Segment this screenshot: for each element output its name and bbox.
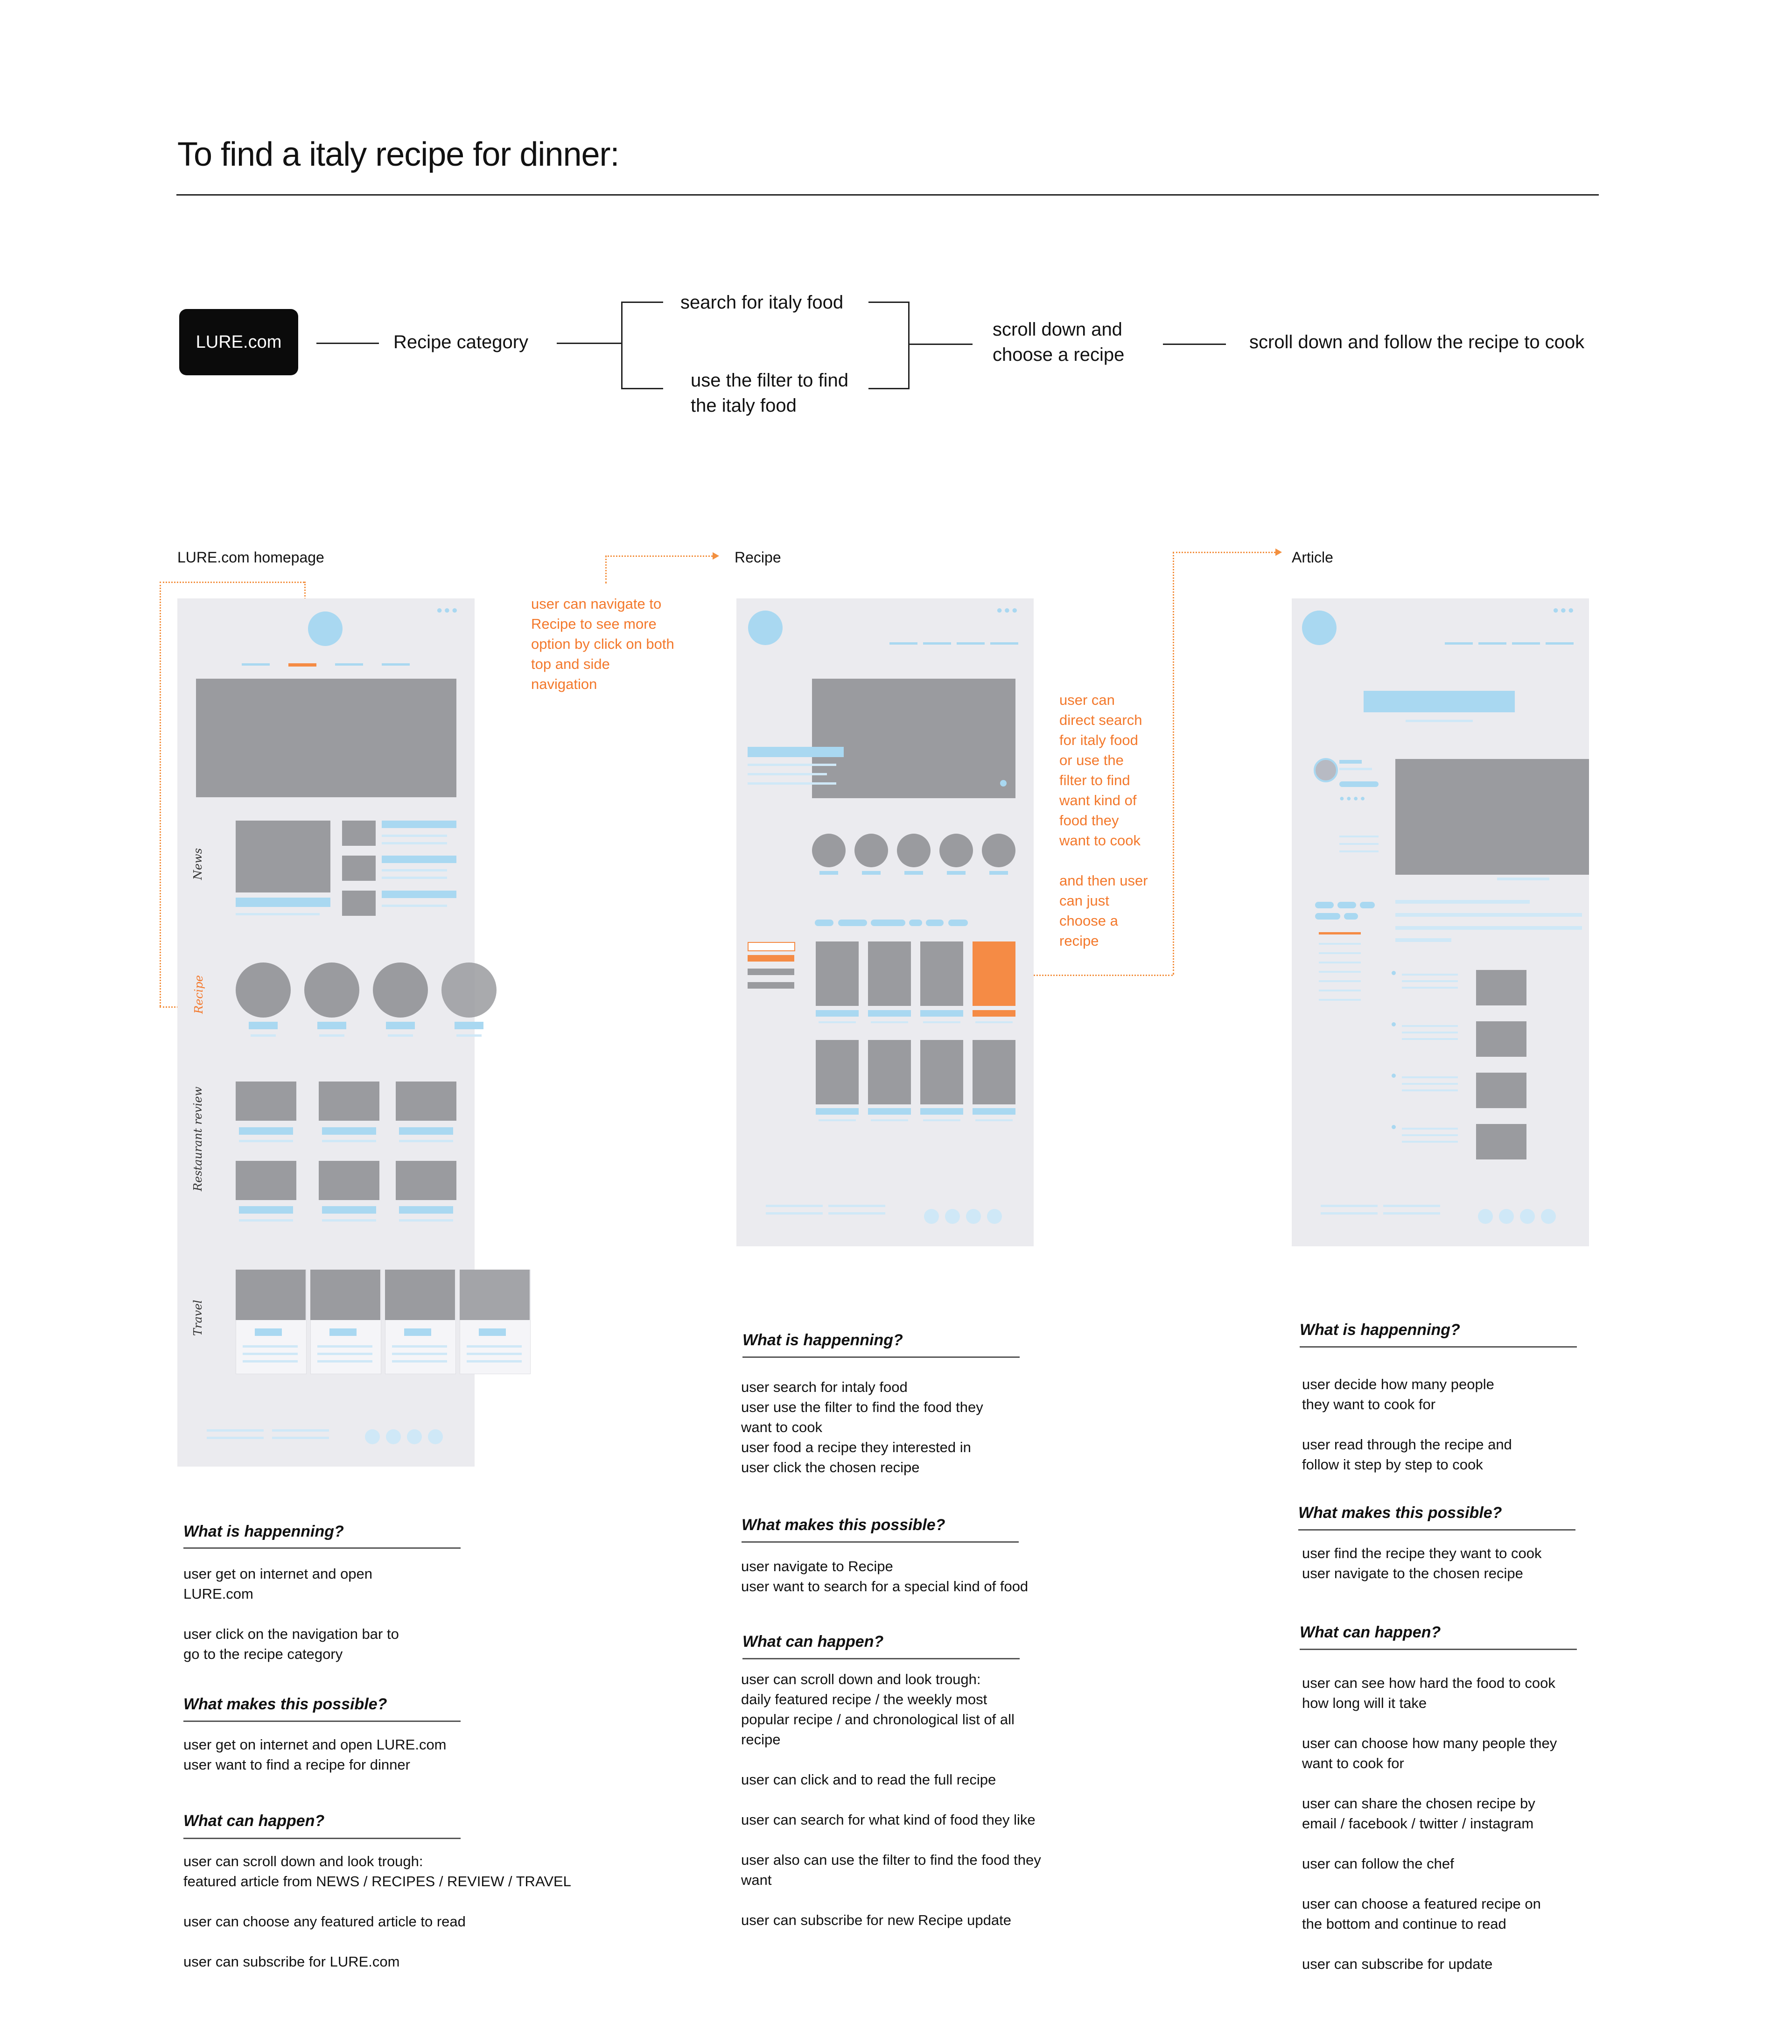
footer-line bbox=[828, 1212, 885, 1215]
filter-option-active[interactable] bbox=[748, 955, 794, 962]
text-line bbox=[243, 1353, 298, 1355]
review-thumb[interactable] bbox=[319, 1082, 379, 1121]
text-line bbox=[392, 1353, 447, 1355]
circle-label bbox=[904, 871, 923, 875]
news-item-title[interactable] bbox=[382, 891, 456, 898]
text-line bbox=[456, 1034, 482, 1037]
col3-happening-heading: What is happenning? bbox=[1300, 1321, 1460, 1339]
heading-divider bbox=[742, 1541, 1019, 1543]
flow-node-search: search for italy food bbox=[680, 292, 844, 313]
step-image bbox=[1476, 1073, 1526, 1108]
news-thumb[interactable] bbox=[342, 891, 376, 916]
heading-divider bbox=[1300, 1346, 1577, 1348]
intro-line bbox=[1395, 900, 1530, 904]
recipe-circle[interactable] bbox=[304, 962, 359, 1018]
recipe-card-selected[interactable] bbox=[973, 941, 1015, 1006]
text-line bbox=[871, 1021, 908, 1023]
col3-possible-heading: What makes this possible? bbox=[1298, 1504, 1502, 1522]
recipe-card-title bbox=[868, 1010, 911, 1017]
recipe-card-image[interactable] bbox=[816, 1040, 859, 1104]
text-line bbox=[382, 869, 447, 871]
social-icon[interactable] bbox=[945, 1209, 960, 1224]
col2-can-happen-text: user can scroll down and look trough: daily featured recipe / the weekly most popular recipe / and chronological list of all recipe user can click and to read the full recipe user can search for what kind of food they like user also can use the filter to find the food they want user can subscribe for new Recipe update bbox=[741, 1671, 1041, 1928]
review-title bbox=[322, 1206, 376, 1214]
text-line bbox=[399, 1140, 453, 1142]
recipe-card-title bbox=[920, 1108, 963, 1115]
nav-item[interactable] bbox=[990, 642, 1018, 645]
text-line bbox=[748, 764, 836, 766]
recipe-connector bbox=[1173, 552, 1174, 975]
chef-name bbox=[1339, 760, 1362, 764]
heading-divider bbox=[1298, 1529, 1575, 1531]
nav-connector bbox=[605, 555, 607, 583]
social-icon[interactable] bbox=[1520, 1209, 1535, 1224]
footer-line bbox=[1383, 1205, 1440, 1207]
social-icon[interactable] bbox=[407, 1429, 422, 1444]
circle-label bbox=[947, 871, 966, 875]
text-line bbox=[382, 905, 447, 907]
recipe-card-title bbox=[868, 1108, 911, 1115]
ingredient-line bbox=[1319, 990, 1361, 991]
recipe-card-image[interactable] bbox=[868, 1040, 911, 1104]
flow-bracket-right-bottom bbox=[868, 388, 910, 389]
text-line bbox=[243, 1360, 298, 1363]
text-line bbox=[748, 782, 836, 785]
ingredient-line bbox=[1319, 962, 1361, 963]
filter-tag[interactable] bbox=[838, 920, 867, 926]
recipe-circle-label bbox=[386, 1022, 415, 1029]
ingredient-line bbox=[1319, 980, 1361, 982]
text-line bbox=[239, 1140, 293, 1142]
travel-image bbox=[310, 1270, 380, 1320]
flow-connector bbox=[557, 343, 622, 344]
text-line bbox=[251, 1034, 276, 1037]
filter-option[interactable] bbox=[748, 982, 794, 989]
text-line bbox=[467, 1360, 522, 1363]
footer-line bbox=[828, 1205, 885, 1207]
news-thumb[interactable] bbox=[342, 856, 376, 881]
step-bullet bbox=[1392, 1074, 1396, 1078]
logo-placeholder[interactable] bbox=[748, 611, 783, 645]
nav-item-review[interactable] bbox=[335, 663, 363, 666]
side-nav-news[interactable]: News bbox=[191, 848, 204, 880]
social-icon[interactable] bbox=[386, 1429, 401, 1444]
recipe-connector bbox=[1173, 552, 1275, 553]
flow-node-scroll-follow: scroll down and follow the recipe to cook bbox=[1249, 332, 1585, 352]
news-item-title[interactable] bbox=[382, 856, 456, 863]
social-icon[interactable] bbox=[428, 1429, 443, 1444]
recipe-card-title bbox=[816, 1010, 859, 1017]
image-caption-line bbox=[1497, 878, 1549, 880]
col3-possible-text: user find the recipe they want to cook user navigate to the chosen recipe bbox=[1302, 1545, 1542, 1581]
popular-recipe-circle[interactable] bbox=[897, 834, 931, 867]
hero-image-placeholder[interactable] bbox=[196, 679, 456, 797]
social-icon[interactable] bbox=[1478, 1209, 1493, 1224]
text-line bbox=[1339, 836, 1379, 837]
review-title bbox=[399, 1127, 453, 1135]
flow-bracket-right-top bbox=[868, 302, 910, 303]
footer-line bbox=[207, 1429, 264, 1432]
travel-image bbox=[236, 1270, 306, 1320]
text-line bbox=[382, 877, 447, 879]
col3-can-happen-text: user can see how hard the food to cook how long will it take user can choose how many people they want to cook for user can share the chosen recipe by email / facebook / twitter / instagram user can follow the chef user can choose a featured recipe on the bottom and continue to read user can subscribe for update bbox=[1302, 1675, 1557, 1972]
text-line bbox=[819, 1119, 856, 1121]
text-line bbox=[317, 1353, 372, 1355]
recipe-circle-label bbox=[317, 1022, 346, 1029]
recipe-circle[interactable] bbox=[441, 962, 497, 1018]
step-line bbox=[1402, 1025, 1458, 1027]
filter-tag[interactable] bbox=[871, 920, 905, 926]
text-line bbox=[1339, 843, 1379, 845]
nav-item-travel[interactable] bbox=[382, 663, 410, 666]
popular-recipe-circle[interactable] bbox=[939, 834, 973, 867]
chef-avatar[interactable] bbox=[1314, 758, 1338, 782]
share-icons[interactable]: ●●●● bbox=[1339, 794, 1367, 803]
flow-node-recipe-category: Recipe category bbox=[393, 332, 529, 352]
nav-item-news[interactable] bbox=[242, 663, 270, 666]
intro-line bbox=[1395, 926, 1582, 930]
news-feature-title[interactable] bbox=[236, 898, 330, 907]
review-thumb[interactable] bbox=[236, 1082, 296, 1121]
social-icon[interactable] bbox=[966, 1209, 981, 1224]
circle-label bbox=[989, 871, 1008, 875]
recipe-circle-label bbox=[455, 1022, 483, 1029]
text-line bbox=[975, 1119, 1013, 1121]
featured-recipe-title bbox=[748, 747, 844, 757]
popular-recipe-circle[interactable] bbox=[854, 834, 888, 867]
nav-connector bbox=[160, 582, 161, 1006]
text-line bbox=[382, 842, 447, 844]
travel-title bbox=[479, 1328, 506, 1336]
review-title bbox=[399, 1206, 453, 1214]
text-line bbox=[819, 1021, 856, 1023]
recipe-card-image[interactable] bbox=[920, 1040, 963, 1104]
recipe-card-title bbox=[816, 1108, 859, 1115]
recipe-card-title bbox=[920, 1010, 963, 1017]
review-thumb[interactable] bbox=[319, 1161, 379, 1200]
step-line bbox=[1402, 1038, 1458, 1040]
text-line bbox=[871, 1119, 908, 1121]
filter-tag[interactable] bbox=[926, 920, 944, 926]
menu-dots-icon[interactable]: ●●● bbox=[996, 604, 1019, 616]
text-line bbox=[923, 1021, 960, 1023]
step-line bbox=[1402, 1128, 1458, 1130]
filter-option[interactable] bbox=[748, 969, 794, 975]
review-thumb[interactable] bbox=[396, 1082, 456, 1121]
recipe-connector bbox=[1016, 975, 1173, 976]
logo-placeholder[interactable] bbox=[308, 611, 343, 646]
article-hero-image bbox=[1395, 759, 1589, 875]
heading-divider bbox=[742, 1356, 1020, 1358]
text-line bbox=[382, 835, 447, 837]
text-line bbox=[236, 913, 320, 915]
col2-possible-text: user navigate to Recipe user want to search for a special kind of food bbox=[741, 1558, 1029, 1594]
intro-line bbox=[1395, 938, 1451, 942]
col3-happening-text: user decide how many people they want to cook for user read through the recipe and follow it step by step to cook bbox=[1302, 1376, 1512, 1473]
text-line bbox=[392, 1360, 447, 1363]
flow-bracket-left bbox=[621, 302, 623, 389]
travel-image bbox=[460, 1270, 530, 1320]
recipe-card-image[interactable] bbox=[973, 1040, 1015, 1104]
text-line bbox=[322, 1140, 376, 1142]
heading-divider bbox=[183, 1838, 461, 1839]
text-line bbox=[317, 1360, 372, 1363]
social-icon[interactable] bbox=[365, 1429, 380, 1444]
col1-possible-text: user get on internet and open LURE.com user want to find a recipe for dinner bbox=[183, 1736, 447, 1773]
step-line bbox=[1402, 1089, 1458, 1091]
footer-line bbox=[766, 1212, 823, 1215]
nav-item[interactable] bbox=[1512, 642, 1540, 645]
text-line bbox=[239, 1219, 293, 1222]
ingredient-line bbox=[1319, 943, 1361, 945]
social-icon[interactable] bbox=[987, 1209, 1002, 1224]
recipe-card-image[interactable] bbox=[920, 941, 963, 1006]
article-title-placeholder bbox=[1364, 691, 1515, 712]
footer-line bbox=[766, 1205, 823, 1207]
side-nav-travel[interactable]: Travel bbox=[191, 1299, 204, 1336]
step-image bbox=[1476, 1124, 1526, 1159]
col1-can-happen-heading: What can happen? bbox=[183, 1812, 325, 1830]
flow-bracket-left-bottom bbox=[621, 388, 663, 389]
travel-image bbox=[385, 1270, 455, 1320]
menu-dots-icon[interactable]: ●●● bbox=[436, 604, 459, 616]
filter-tag[interactable] bbox=[909, 920, 922, 926]
homepage-label: LURE.com homepage bbox=[177, 549, 324, 566]
text-line bbox=[975, 1021, 1013, 1023]
slider-dot[interactable] bbox=[1000, 780, 1007, 787]
servings-tag[interactable] bbox=[1315, 902, 1334, 908]
heading-divider bbox=[1300, 1649, 1577, 1650]
news-item-title[interactable] bbox=[382, 821, 456, 828]
article-label: Article bbox=[1292, 549, 1333, 566]
recipe-note: user can direct search for italy food or use the filter to find want kind of food they want to cook and then user can just choose a recipe bbox=[1059, 692, 1148, 949]
nav-connector bbox=[160, 582, 304, 583]
filter-tag[interactable] bbox=[948, 920, 968, 926]
review-thumb[interactable] bbox=[236, 1161, 296, 1200]
difficulty-tag bbox=[1315, 913, 1340, 920]
homepage-note: user can navigate to Recipe to see more option by click on both top and side navigation bbox=[531, 596, 674, 692]
recipe-card-title-selected bbox=[973, 1010, 1015, 1017]
text-line bbox=[322, 1219, 376, 1222]
filter-dropdown[interactable] bbox=[748, 942, 795, 951]
text-line bbox=[467, 1345, 522, 1348]
circle-label bbox=[862, 871, 881, 875]
social-icon[interactable] bbox=[1499, 1209, 1514, 1224]
nav-item[interactable] bbox=[889, 642, 917, 645]
nav-item[interactable] bbox=[1445, 642, 1473, 645]
col3-can-happen-heading: What can happen? bbox=[1300, 1623, 1441, 1641]
logo-placeholder[interactable] bbox=[1302, 611, 1337, 645]
arrow-icon bbox=[1275, 548, 1282, 556]
review-thumb[interactable] bbox=[396, 1161, 456, 1200]
time-tag bbox=[1344, 913, 1358, 920]
ingredient-line bbox=[1319, 999, 1361, 1001]
step-line bbox=[1402, 1083, 1458, 1085]
social-icon[interactable] bbox=[924, 1209, 939, 1224]
travel-title bbox=[329, 1328, 357, 1336]
popular-recipe-circle[interactable] bbox=[812, 834, 846, 867]
step-image bbox=[1476, 1021, 1526, 1057]
news-thumb[interactable] bbox=[342, 821, 376, 846]
text-line bbox=[392, 1345, 447, 1348]
flow-connector bbox=[910, 344, 973, 345]
nav-item[interactable] bbox=[923, 642, 951, 645]
text-line bbox=[1339, 850, 1379, 852]
servings-tag[interactable] bbox=[1360, 902, 1375, 908]
text-line bbox=[243, 1345, 298, 1348]
step-image bbox=[1476, 970, 1526, 1005]
social-icon[interactable] bbox=[1541, 1209, 1556, 1224]
nav-item[interactable] bbox=[1478, 642, 1506, 645]
step-line bbox=[1402, 1032, 1458, 1033]
col1-possible-heading: What makes this possible? bbox=[183, 1695, 387, 1713]
col2-possible-heading: What makes this possible? bbox=[742, 1516, 945, 1534]
arrow-icon bbox=[713, 552, 719, 560]
footer-line bbox=[207, 1437, 264, 1439]
heading-divider bbox=[183, 1721, 461, 1722]
flow-node-filter: use the filter to find the italy food bbox=[691, 370, 848, 416]
travel-title bbox=[255, 1328, 282, 1336]
col2-happening-heading: What is happenning? bbox=[742, 1331, 903, 1349]
side-nav-recipe[interactable]: Recipe bbox=[192, 975, 205, 1014]
review-title bbox=[322, 1127, 376, 1135]
ingredient-line bbox=[1319, 952, 1361, 954]
text-line bbox=[399, 1219, 453, 1222]
step-bullet bbox=[1392, 1125, 1396, 1129]
heading-divider bbox=[742, 1658, 1020, 1659]
step-line bbox=[1402, 974, 1458, 976]
flow-connector bbox=[1163, 344, 1226, 345]
flow-bracket-left-top bbox=[621, 302, 663, 303]
col1-can-happen-text: user can scroll down and look trough: featured article from NEWS / RECIPES / REVIEW / TRAVEL user can choose any featured article to read user can subscribe for LURE.com bbox=[183, 1853, 571, 1970]
featured-recipe-image[interactable] bbox=[812, 679, 1015, 798]
flow-node-scroll-choose: scroll down and choose a recipe bbox=[993, 319, 1125, 365]
article-subtitle-line bbox=[1406, 720, 1473, 722]
heading-divider bbox=[183, 1547, 461, 1549]
step-bullet bbox=[1392, 971, 1396, 975]
filter-tag[interactable] bbox=[815, 920, 833, 926]
flow-node-lure: LURE.com bbox=[179, 309, 298, 375]
ingredient-line bbox=[1319, 971, 1361, 973]
flow-bracket-right bbox=[908, 302, 910, 389]
col1-happening-text: user get on internet and open LURE.com user click on the navigation bar to go to the recipe category bbox=[183, 1566, 399, 1662]
text-line bbox=[1339, 768, 1372, 770]
col2-can-happen-heading: What can happen? bbox=[742, 1633, 884, 1651]
step-line bbox=[1402, 1076, 1458, 1078]
nav-connector bbox=[605, 555, 713, 557]
recipe-label: Recipe bbox=[735, 549, 781, 566]
step-line bbox=[1402, 980, 1458, 982]
text-line bbox=[388, 1034, 413, 1037]
review-title bbox=[239, 1206, 293, 1214]
review-title bbox=[239, 1127, 293, 1135]
text-line bbox=[319, 1034, 344, 1037]
footer-line bbox=[272, 1437, 329, 1439]
menu-dots-icon[interactable]: ●●● bbox=[1553, 604, 1575, 616]
step-line bbox=[1402, 987, 1458, 989]
side-nav-review[interactable]: Restaurant review bbox=[191, 1086, 204, 1191]
step-line bbox=[1402, 1134, 1458, 1136]
footer-line bbox=[272, 1429, 329, 1432]
text-line bbox=[467, 1353, 522, 1355]
text-line bbox=[317, 1345, 372, 1348]
text-line bbox=[923, 1119, 960, 1121]
footer-line bbox=[1383, 1212, 1440, 1215]
recipe-card-image[interactable] bbox=[868, 941, 911, 1006]
nav-item[interactable] bbox=[1546, 642, 1574, 645]
page-title: To find a italy recipe for dinner: bbox=[177, 136, 619, 173]
title-divider bbox=[176, 194, 1599, 196]
recipe-circle-label bbox=[249, 1022, 278, 1029]
servings-tag[interactable] bbox=[1337, 902, 1356, 908]
recipe-card-title bbox=[973, 1108, 1015, 1115]
nav-item-recipe-active[interactable] bbox=[288, 663, 316, 667]
text-line bbox=[748, 773, 827, 775]
intro-line bbox=[1395, 913, 1582, 917]
step-bullet bbox=[1392, 1022, 1396, 1026]
step-line bbox=[1402, 1141, 1458, 1143]
col1-happening-heading: What is happenning? bbox=[183, 1523, 344, 1540]
nav-item[interactable] bbox=[957, 642, 985, 645]
news-feature-image[interactable] bbox=[236, 821, 330, 892]
footer-line bbox=[1321, 1205, 1378, 1207]
col2-happening-text: user search for intaly food user use the filter to find the food they want to cook user food a recipe they interested in user click the chosen recipe bbox=[741, 1379, 983, 1475]
popular-recipe-circle[interactable] bbox=[982, 834, 1015, 867]
circle-label bbox=[819, 871, 838, 875]
flow-connector bbox=[316, 343, 379, 344]
travel-title bbox=[404, 1328, 431, 1336]
recipe-circle[interactable] bbox=[373, 962, 428, 1018]
recipe-card-image[interactable] bbox=[816, 941, 859, 1006]
footer-line bbox=[1321, 1212, 1378, 1215]
follow-chef-button[interactable] bbox=[1339, 781, 1379, 787]
recipe-circle[interactable] bbox=[236, 962, 291, 1018]
servings-selector-active[interactable] bbox=[1319, 932, 1361, 934]
